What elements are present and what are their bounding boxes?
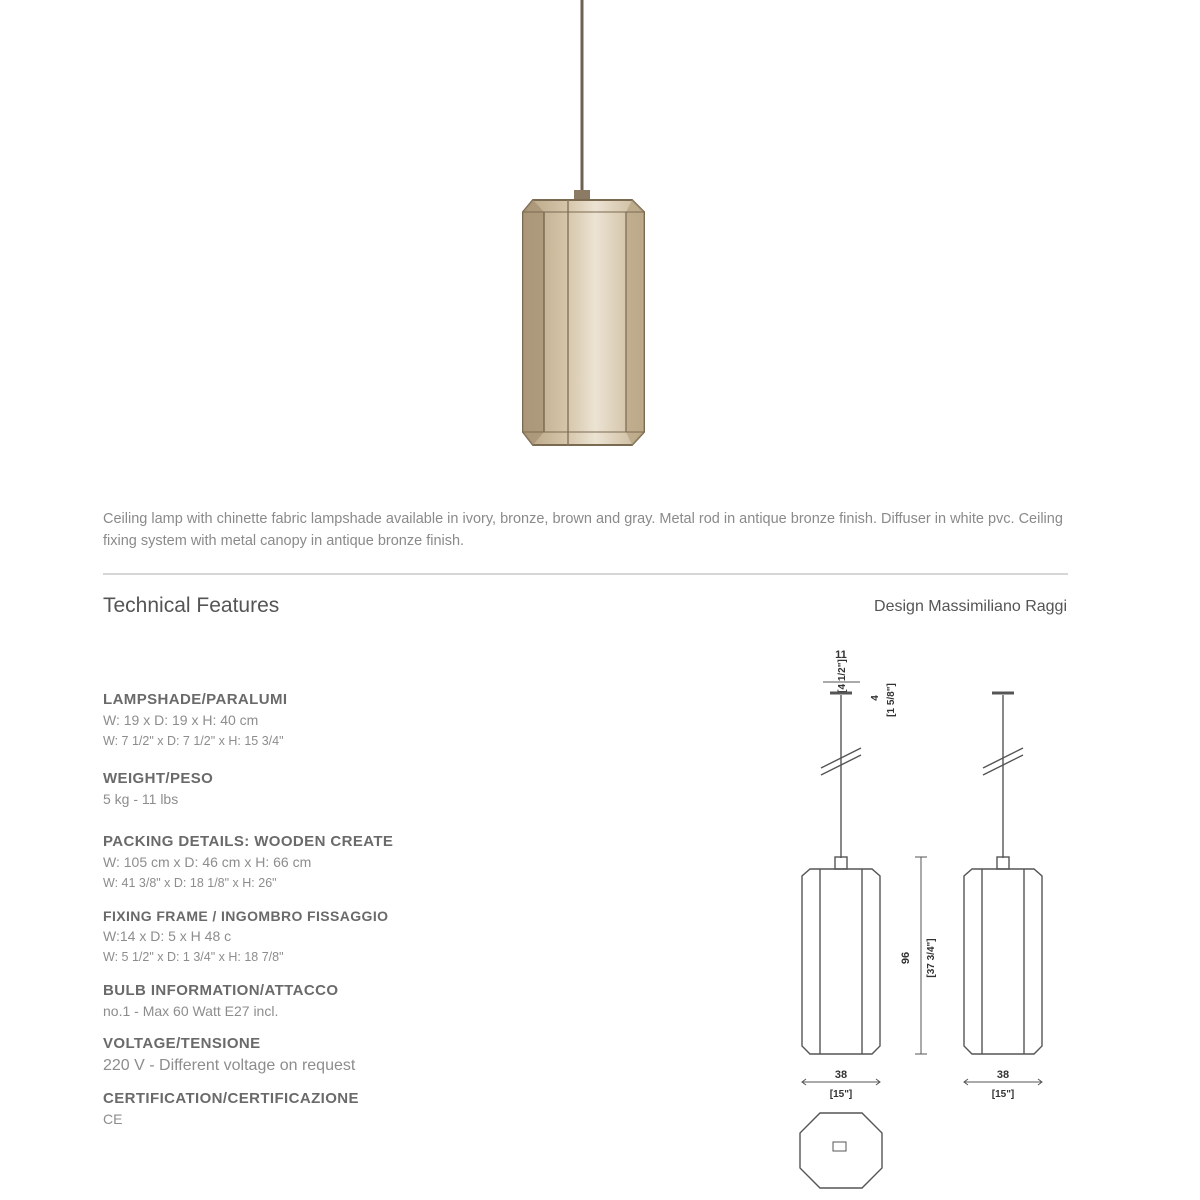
spec-label: VOLTAGE/TENSIONE bbox=[103, 1035, 261, 1052]
height-value: 96 bbox=[900, 951, 912, 965]
pendant-lamp-image bbox=[0, 0, 1200, 460]
spec-label: FIXING FRAME / INGOMBRO FISSAGGIO bbox=[103, 908, 389, 924]
spec-imperial: W: 5 1/2" x D: 1 3/4" x H: 18 7/8" bbox=[103, 950, 284, 964]
section-title: Technical Features bbox=[103, 594, 280, 617]
spec-label: LAMPSHADE/PARALUMI bbox=[103, 691, 288, 708]
spec-value: no.1 - Max 60 Watt E27 incl. bbox=[103, 1003, 279, 1019]
lamp-fitting bbox=[574, 190, 590, 200]
spec-bulb bbox=[103, 981, 338, 1022]
technical-drawings bbox=[760, 640, 1080, 1200]
side-width-imperial: [15"] bbox=[991, 1089, 1015, 1100]
canopy-height-value: 4 bbox=[870, 695, 881, 701]
side-view-drawing bbox=[964, 693, 1042, 1100]
side-width-value: 38 bbox=[996, 1069, 1010, 1081]
spec-packing bbox=[103, 832, 393, 894]
spec-weight bbox=[103, 769, 213, 810]
spec-label: PACKING DETAILS: WOODEN CREATE bbox=[103, 833, 394, 850]
height-dimension bbox=[900, 857, 937, 1054]
canopy-height-imperial: [1 5/8"] bbox=[886, 683, 897, 717]
spec-value: 220 V - Different voltage on request bbox=[103, 1057, 356, 1074]
spec-metric: W:14 x D: 5 x H 48 c bbox=[103, 928, 232, 944]
canopy-width-value: 11 bbox=[835, 649, 847, 661]
spec-certification bbox=[103, 1089, 359, 1130]
spec-metric: W: 19 x D: 19 x H: 40 cm bbox=[103, 712, 259, 728]
spec-imperial: W: 7 1/2" x D: 7 1/2" x H: 15 3/4" bbox=[103, 734, 284, 748]
spec-imperial: W: 41 3/8" x D: 18 1/8" x H: 26" bbox=[103, 876, 277, 890]
height-imperial: [37 3/4"] bbox=[926, 938, 937, 978]
spec-lampshade bbox=[103, 690, 287, 752]
front-width-imperial: [15"] bbox=[829, 1089, 853, 1100]
spec-value: CE bbox=[103, 1111, 123, 1127]
front-view-drawing bbox=[800, 649, 897, 1188]
canopy-width-imperial: [4 1/2"] bbox=[837, 659, 848, 693]
designer-credit: Design Massimiliano Raggi bbox=[874, 598, 1067, 615]
section-divider bbox=[103, 573, 1068, 575]
front-width-value: 38 bbox=[834, 1069, 848, 1081]
spec-value: 5 kg - 11 lbs bbox=[103, 791, 179, 807]
spec-label: WEIGHT/PESO bbox=[103, 770, 214, 787]
product-description: Ceiling lamp with chinette fabric lampshade available in ivory, bronze, brown and gray. Metal rod in antique bronze finish. Diffuser in white pvc. Ceiling fixing system with metal canopy in antique bronze finish. bbox=[103, 511, 1063, 549]
spec-metric: W: 105 cm x D: 46 cm x H: 66 cm bbox=[103, 854, 312, 870]
spec-label: BULB INFORMATION/ATTACCO bbox=[103, 982, 339, 999]
spec-voltage bbox=[103, 1034, 355, 1078]
spec-fixing-frame bbox=[103, 906, 388, 968]
spec-label: CERTIFICATION/CERTIFICAZIONE bbox=[103, 1090, 359, 1107]
